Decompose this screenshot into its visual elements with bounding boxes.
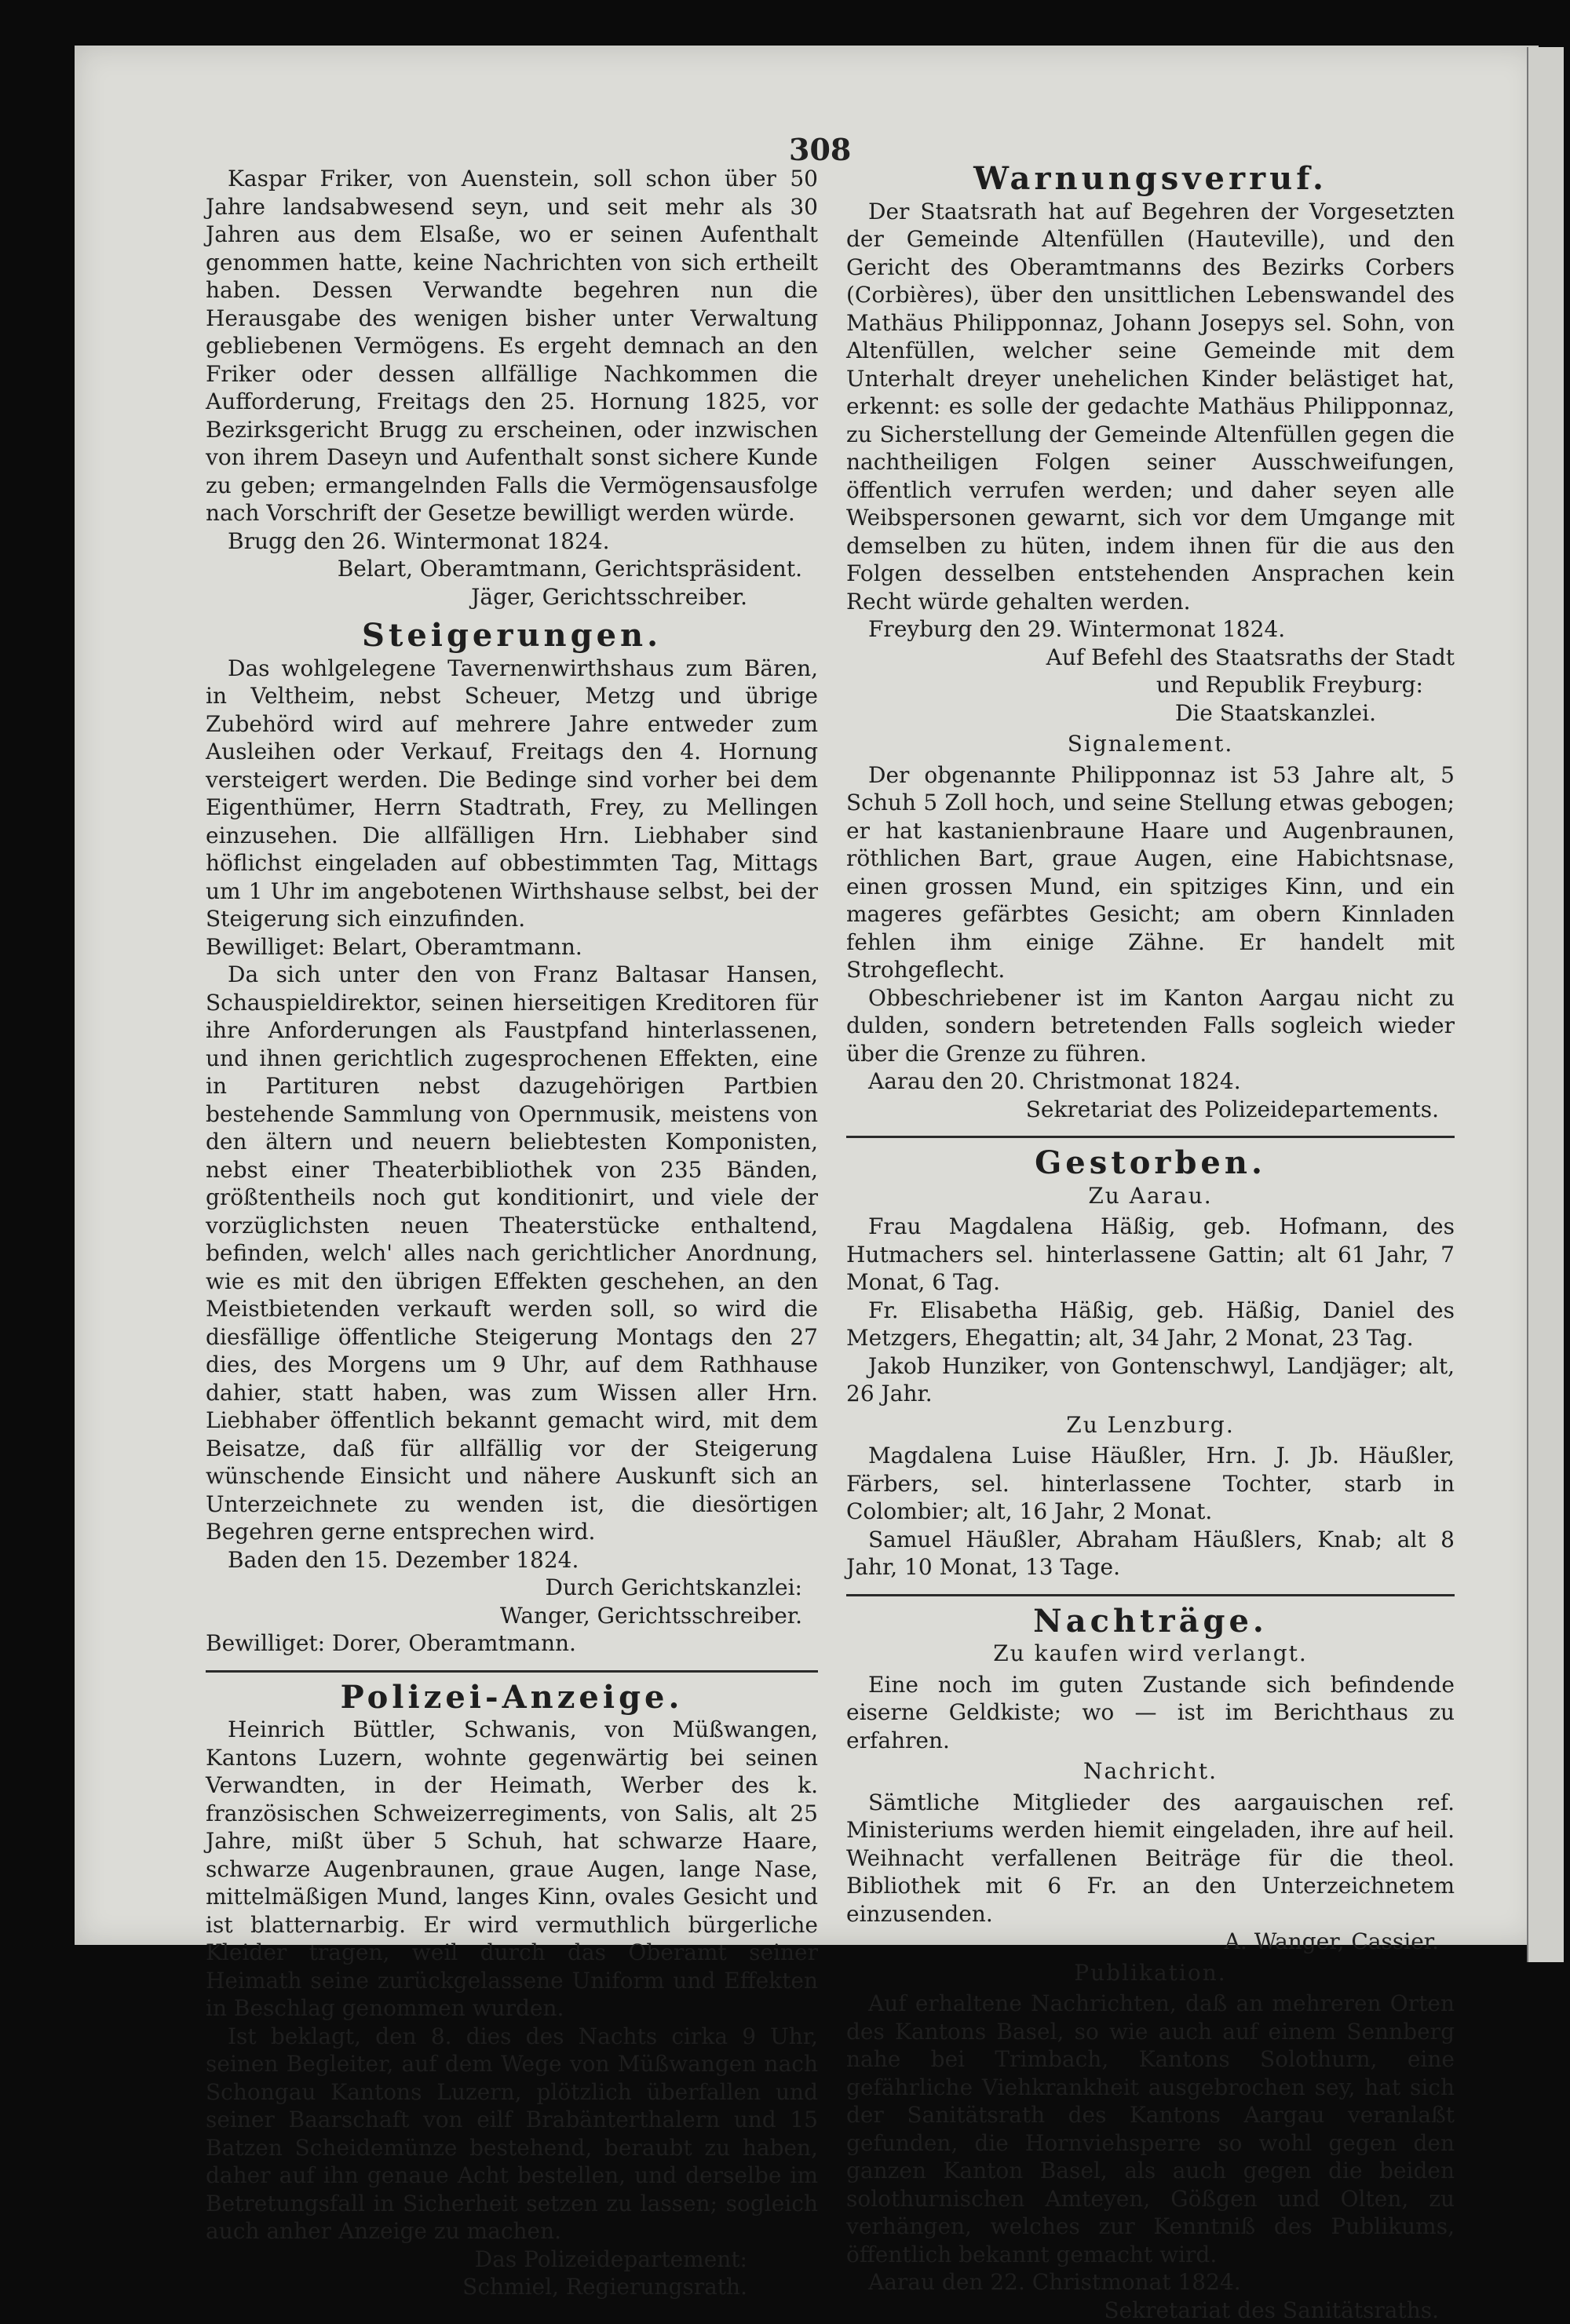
signalement-heading: Signalement. (846, 730, 1455, 758)
zu-lenzburg: Zu Lenzburg. (846, 1411, 1455, 1439)
death-entry-2: Fr. Elisabetha Häßig, geb. Häßig, Daniel des Metzgers, Ehegattin; alt, 34 Jahr, 2 Monat, 23 Tag. (846, 1297, 1455, 1352)
zu-aarau: Zu Aarau. (846, 1182, 1455, 1210)
heading-nachtraege: Nachträge. (846, 1607, 1455, 1636)
baeren-approval: Bewilliget: Belart, Oberamtmann. (206, 933, 818, 961)
death-entry-4: Magdalena Luise Häußler, Hrn. J. Jb. Häußler, Färbers, sel. hinterlassene Tochter, starb in Colombier; alt, 16 Jahr, 2 Monat. (846, 1442, 1455, 1526)
publikation-heading: Publikation. (846, 1959, 1455, 1987)
page-number: 308 (789, 132, 851, 167)
police-signature-2: Schmiel, Regierungsrath. (206, 2273, 818, 2301)
left-column (206, 165, 818, 2301)
right-column (846, 165, 1455, 2324)
aarau-date-2: Aarau den 22. Christmonat 1824. (868, 2268, 1455, 2297)
hansen-approval: Bewilliget: Dorer, Oberamtmann. (206, 1629, 818, 1658)
friker-signature-1: Belart, Oberamtmann, Gerichtspräsident. (206, 555, 818, 583)
friker-signature-2: Jäger, Gerichtsschreiber. (206, 583, 818, 611)
geldkiste-notice: Eine noch im guten Zustande sich befindende eiserne Geldkiste; wo — ist im Berichthaus zu erfahren. (846, 1671, 1455, 1755)
freyburg-signature-2: und Republik Freyburg: (846, 671, 1455, 699)
death-entry-3: Jakob Hunziker, von Gontenschwyl, Landjäger; alt, 26 Jahr. (846, 1352, 1455, 1408)
polizei-sekretariat: Sekretariat des Polizeidepartements. (846, 1096, 1455, 1124)
heading-warnungsverruf: Warnungsverruf. (846, 165, 1455, 193)
hansen-date: Baden den 15. Dezember 1824. (228, 1546, 818, 1574)
divider (206, 1670, 818, 1673)
buettler-description: Heinrich Büttler, Schwanis, von Müßwangen, Kantons Luzern, wohnte gegenwärtig bei seinen Verwandten, in der Heimath, Werber des k. französischen Schweizerregiments, von Salis, alt 25 Jahre, mißt über 5 Schuh, hat schwarze Haare, schwarze Augenbraunen, graue Augen, lange Nase, mittelmäßigen Mund, langes Kinn, ovales Gesicht und ist blatternarbig. Er wird vermuthlich bürgerliche Kleider tragen, weil durch das Oberamt seiner Heimath seine zurückgelassene Uniform und Effekten in Beschlag genommen wurden. (206, 1716, 818, 2023)
ministerium-notice: Sämtliche Mitglieder des aargauischen ref. Ministeriums werden hiemit eingeladen, ihre auf heil. Weihnacht verfallenen Beiträge für die theol. Bibliothek mit 6 Fr. an den Unterzeichnetem einzusenden. (846, 1789, 1455, 1928)
adjacent-page-edge (1527, 47, 1564, 1962)
police-signature-1: Das Polizeidepartement: (206, 2246, 818, 2274)
hansen-signature-2: Wanger, Gerichtsschreiber. (206, 1602, 818, 1630)
death-entry-5: Samuel Häußler, Abraham Häußlers, Knab; alt 8 Jahr, 10 Monat, 13 Tage. (846, 1526, 1455, 1582)
aarau-date-1: Aarau den 20. Christmonat 1824. (868, 1067, 1455, 1096)
divider (846, 1136, 1455, 1138)
hansen-signature-1: Durch Gerichtskanzlei: (206, 1574, 818, 1602)
baeren-auction: Das wohlgelegene Tavernenwirthshaus zum Bären, in Veltheim, nebst Scheuer, Metzg und übrige Zubehörd wird auf mehrere Jahre entweder zum Ausleihen oder Verkauf, Freitags den 4. Hornung versteigert werden. Die Bedinge sind vorher bei dem Eigenthümer, Herrn Stadtrath, Frey, zu Mellingen einzusehen. Die allfälligen Hrn. Liebhaber sind höflichst eingeladen auf obbestimmten Tag, Mittags um 1 Uhr im angebotenen Wirthshause selbst, bei der Steigerung sich einzufinden. (206, 655, 818, 933)
friker-date: Brugg den 26. Wintermonat 1824. (228, 527, 818, 556)
expulsion-order: Obbeschriebener ist im Kanton Aargau nicht zu dulden, sondern betretenden Falls sogleich wieder über die Grenze zu führen. (846, 984, 1455, 1068)
death-entry-1: Frau Magdalena Häßig, geb. Hofmann, des Hutmachers sel. hinterlassene Gattin; alt 61 Jahr, 7 Monat, 6 Tag. (846, 1213, 1455, 1297)
divider (846, 1594, 1455, 1596)
heading-gestorben: Gestorben. (846, 1149, 1455, 1177)
freyburg-signature-1: Auf Befehl des Staatsraths der Stadt (846, 644, 1455, 672)
buettler-charge: Ist beklagt, den 8. dies des Nachts cirka 9 Uhr, seinen Begleiter, auf dem Wege von Müßwangen nach Schongau Kantons Luzern, plötzlich überfallen und seiner Baarschaft von eilf Brabänterthalern und 15 Batzen Scheidemünze bestehend, beraubt zu haben, daher auf ihn genaue Acht bestellen, und derselbe im Betretungsfall in Sicherheit setzen zu lassen; sogleich auch anher Anzeige zu machen. (206, 2023, 818, 2246)
freyburg-signature-3: Die Staatskanzlei. (846, 699, 1455, 728)
freyburg-date: Freyburg den 29. Wintermonat 1824. (868, 615, 1455, 644)
heading-polizei-anzeige: Polizei-Anzeige. (206, 1684, 818, 1712)
friker-notice: Kaspar Friker, von Auenstein, soll schon über 50 Jahre landsabwesend seyn, und seit mehr als 30 Jahren aus dem Elsaße, wo er seinen Aufenthalt genommen hatte, keine Nachrichten von sich ertheilt haben. Dessen Verwandte begehren nun die Herausgabe des wenigen bisher unter Verwaltung gebliebenen Vermögens. Es ergeht demnach an den Friker oder dessen allfällige Nachkommen die Aufforderung, Freitags den 25. Hornung 1825, vor Bezirksgericht Brugg zu erscheinen, oder inzwischen von ihrem Daseyn und Aufenthalt sonst sichere Kunde zu geben; ermangelnden Falls die Vermögensausfolge nach Vorschrift der Gesetze bewilligt werden würde. (206, 165, 818, 527)
viehkrankheit-notice: Auf erhaltene Nachrichten, daß an mehreren Orten des Kantons Basel, so wie auch auf einem Sennberg nahe bei Trimbach, Kantons Solothurn, eine gefährliche Viehkrankheit ausgebrochen sey, hat sich der Sanitätsrath des Kantons Aargau veranlaßt gefunden, die Hornviehsperre so wohl gegen den ganzen Kanton Basel, als auch gegen die beiden solothurnischen Amteyen, Gößgen und Olten, zu verhängen, welches zur Kenntniß des Publikums, öffentlich bekannt gemacht wird. (846, 1990, 1455, 2268)
sanitaet-sekretariat: Sekretariat des Sanitätsraths. (846, 2297, 1455, 2324)
hansen-auction: Da sich unter den von Franz Baltasar Hansen, Schauspieldirektor, seinen hierseitigen Kreditoren für ihre Anforderungen als Faustpfand hinterlassenen, und ihnen gerichtlich zugesprochenen Effekten, eine in Partituren nebst dazugehörigen Partbien bestehende Sammlung von Opernmusik, meistens von den ältern und neuern beliebtesten Komponisten, nebst einer Theaterbibliothek von 235 Bänden, größtentheils noch gut konditionirt, und viele der vorzüglichsten neuen Theaterstücke enthaltend, befinden, welch' alles nach gerichtlicher Anordnung, wie es mit den übrigen Effekten geschehen, an den Meistbietenden verkauft werden soll, so wird die diesfällige öffentliche Steigerung Montags den 27 dies, des Morgens um 9 Uhr, auf dem Rathhause dahier, statt haben, was zum Wissen aller Hrn. Liebhaber öffentlich bekannt gemacht wird, mit dem Beisatze, daß für allfällig vor der Steigerung wünschende Einsicht und nähere Auskunft sich an Unterzeichnete zu wenden ist, die diesörtigen Begehren gerne entsprechen wird. (206, 961, 818, 1546)
cassier-signature: A. Wanger, Cassier. (846, 1928, 1455, 1956)
zu-kaufen-heading: Zu kaufen wird verlangt. (846, 1640, 1455, 1668)
philipponnaz-notice: Der Staatsrath hat auf Begehren der Vorgesetzten der Gemeinde Altenfüllen (Hauteville), und den Gericht des Oberamtmanns des Bezirks Corbers (Corbières), über den unsittlichen Lebenswandel des Mathäus Philipponnaz, Johann Josepys sel. Sohn, von Altenfüllen, welcher seine Gemeinde mit dem Unterhalt dreyer unehelichen Kinder belästiget hat, erkennt: es solle der gedachte Mathäus Philipponnaz, zu Sicherstellung der Gemeinde Altenfüllen gegen die nachtheiligen Folgen seiner Ausschweifungen, öffentlich verrufen werden; und daher seyen alle Weibspersonen gewarnt, sich vor dem Umgange mit demselben zu hüten, indem ihnen für die aus den Folgen desselben entstehenden Ansprachen kein Recht würde gehalten werden. (846, 198, 1455, 616)
nachricht-heading: Nachricht. (846, 1757, 1455, 1786)
signalement-text: Der obgenannte Philipponnaz ist 53 Jahre alt, 5 Schuh 5 Zoll hoch, und seine Stellung etwas gebogen; er hat kastanienbraune Haare und Augenbraunen, röthlichen Bart, graue Augen, eine Habichtsnase, einen grossen Mund, ein spitziges Kinn, und ein mageres gefärbtes Gesicht; am obern Kinnladen fehlen ihm einige Zähne. Er handelt mit Strohgeflecht. (846, 761, 1455, 984)
heading-steigerungen: Steigerungen. (206, 622, 818, 650)
